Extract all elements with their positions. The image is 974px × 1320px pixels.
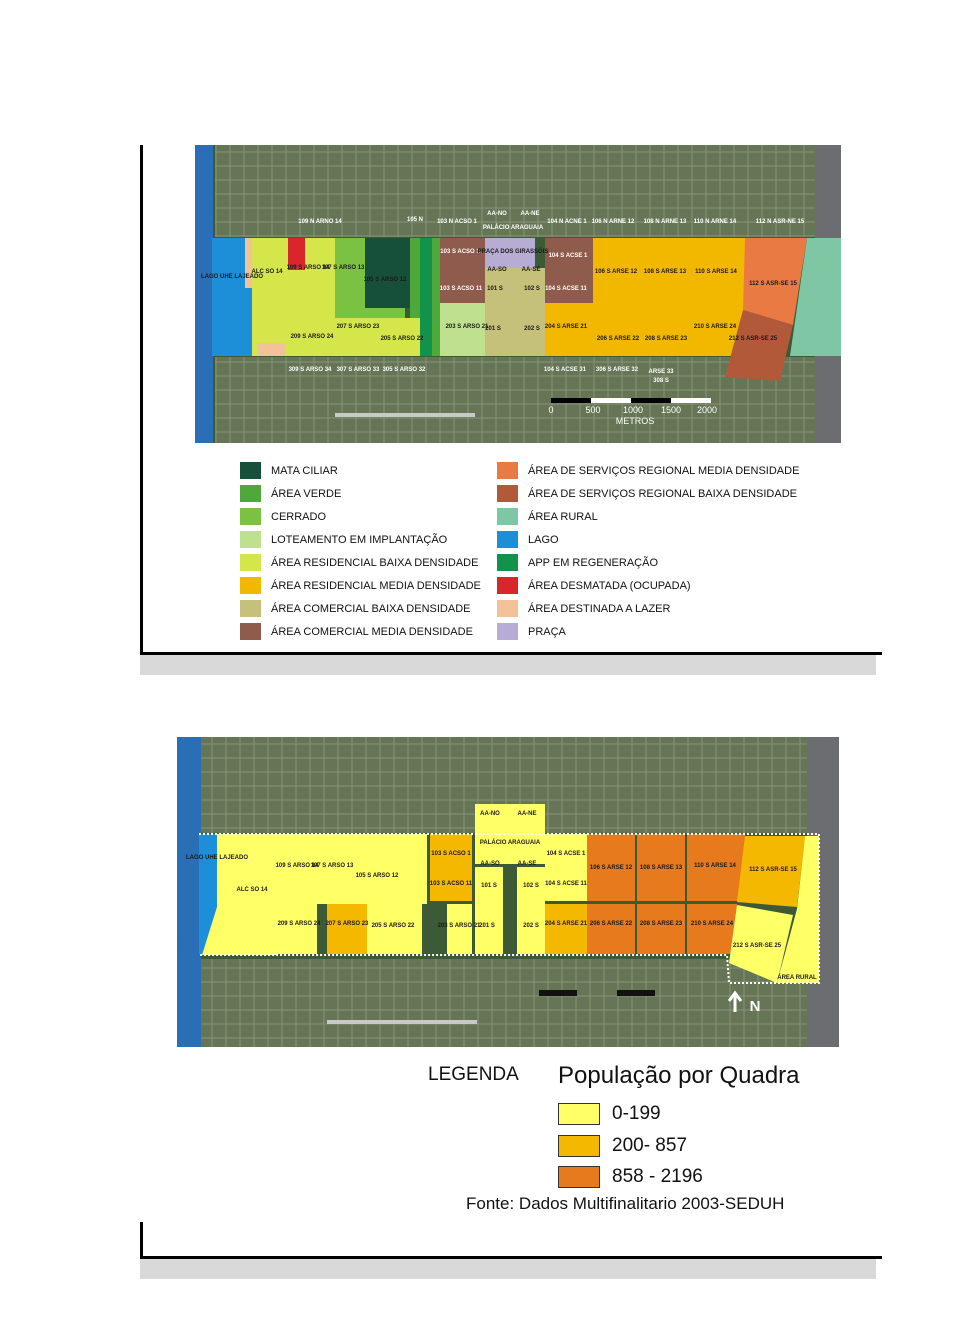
- legend-area-verde: ÁREA VERDE: [240, 485, 341, 502]
- lbl2-202s: 202 S: [523, 923, 539, 929]
- legend-rural: ÁREA RURAL: [497, 508, 598, 525]
- lbl2-208s: 208 S ARSE 23: [639, 921, 683, 927]
- lbl-305s: 305 S ARSO 32: [382, 367, 426, 373]
- lbl2-207s: 207 S ARSO 23: [325, 921, 369, 927]
- source-note: Fonte: Dados Multifinalitario 2003-SEDUH: [466, 1194, 785, 1213]
- scale-bar-2a: [539, 990, 577, 996]
- pop-207s: [327, 904, 367, 954]
- zoning-legend: [240, 462, 840, 647]
- lbl-praca: PRAÇA DOS GIRASSÓIS: [477, 249, 549, 255]
- legend-swatch: [497, 462, 518, 479]
- scale-tick-1500: 1500: [660, 405, 682, 415]
- lbl2-lago: LAGO UHE LAJEADO: [185, 855, 249, 861]
- lbl-108n: 108 N ARNE 13: [643, 219, 687, 225]
- lbl-208s: 208 S ARSE 23: [644, 336, 688, 342]
- lbl-104n: 104 N ACNE 1: [547, 219, 587, 225]
- pop-210s: [687, 904, 737, 954]
- lbl2-206s: 206 S ARSE 22: [589, 921, 633, 927]
- legend-swatch: [497, 485, 518, 502]
- pop-203s: [447, 904, 472, 954]
- lbl-108s: 108 S ARSE 13: [643, 269, 687, 275]
- lbl-106s: 106 S ARSE 12: [594, 269, 638, 275]
- lbl-aase: AA-SE: [521, 267, 541, 273]
- legend-com-media: ÁREA COMERCIAL MEDIA DENSIDADE: [240, 623, 473, 640]
- scale-bar-2b: [617, 990, 655, 996]
- zoning-map: [195, 145, 841, 443]
- lbl-aane: AA-NE: [520, 211, 540, 217]
- lbl-alc: ALC SO 14: [251, 269, 283, 275]
- lbl2-rural: ÁREA RURAL: [777, 975, 817, 981]
- population-map: [177, 737, 839, 1047]
- lbl2-210s: 210 S ARSE 24: [690, 921, 734, 927]
- pop-204s: [545, 904, 587, 954]
- lbl-102s: 102 S: [524, 286, 540, 292]
- lbl-110s: 110 S ARSE 14: [695, 269, 737, 275]
- lbl2-209s: 209 S ARSO 24: [277, 921, 321, 927]
- legend-swatch: [240, 462, 261, 479]
- lbl2-104s: 104 S ACSE 1: [546, 851, 586, 857]
- lbl2-204s: 204 S ARSE 21: [544, 921, 588, 927]
- airstrip: [327, 1020, 477, 1024]
- lbl-106n: 106 N ARNE 12: [591, 219, 635, 225]
- legend-res-media: ÁREA RESIDENCIAL MEDIA DENSIDADE: [240, 577, 481, 594]
- scale-tick-2000: 2000: [696, 405, 718, 415]
- legend-swatch: [497, 508, 518, 525]
- lake-bg: [195, 145, 213, 443]
- lbl-104s11: 104 S ACSE 11: [545, 286, 587, 292]
- lake-bg: [177, 737, 201, 1047]
- lbl-309s: 309 S ARSO 34: [288, 367, 332, 373]
- legend-swatch: [240, 577, 261, 594]
- legend-class-mid: 200- 857: [558, 1135, 687, 1157]
- lbl2-112s: 112 S ASR-SE 15: [749, 867, 797, 873]
- legend-swatch: [558, 1103, 600, 1125]
- lbl2-101s: 101 S: [481, 883, 497, 889]
- legend-swatch: [240, 485, 261, 502]
- frame1-left-line: [140, 145, 143, 655]
- frame2-left-line: [140, 1222, 143, 1259]
- lbl2-aane: AA-NE: [517, 811, 537, 817]
- lbl-112s: 112 S ASR-SE 15: [749, 281, 797, 287]
- lbl2-103s11: 103 S ACSO 11: [429, 881, 473, 887]
- frame2-gray-band: [140, 1259, 876, 1279]
- legend-cerrado: CERRADO: [240, 508, 326, 525]
- legend-desmatada: ÁREA DESMATADA (OCUPADA): [497, 577, 691, 594]
- lbl2-104s11: 104 S ACSE 11: [545, 881, 587, 887]
- zone-leisure-2: [257, 343, 285, 356]
- legend-heading: LEGENDA: [428, 1064, 519, 1085]
- pop-102s: [517, 867, 545, 954]
- lbl2-aase: AA-SE: [517, 861, 537, 867]
- zone-low-res-west: [252, 238, 288, 356]
- lbl2-palacio: PALÁCIO ARAGUAIA: [479, 840, 541, 846]
- lbl-307s: 307 S ARSO 33: [336, 367, 380, 373]
- lbl2-212s: 212 S ASR-SE 25: [732, 943, 782, 949]
- legend-res-baixa: ÁREA RESIDENCIAL BAIXA DENSIDADE: [240, 554, 478, 571]
- lbl-204s: 204 S ARSE 21: [544, 324, 588, 330]
- lbl-210s: 210 S ARSE 24: [693, 324, 737, 330]
- pop-109s: [277, 834, 317, 954]
- legend-swatch: [240, 623, 261, 640]
- population-map-svg: [177, 737, 839, 1047]
- pop-208s: [637, 904, 685, 954]
- lbl2-aaso: AA-SO: [480, 861, 500, 867]
- legend-swatch: [240, 600, 261, 617]
- legend-com-baixa: ÁREA COMERCIAL BAIXA DENSIDADE: [240, 600, 470, 617]
- lbl-107s: 107 S ARSO 13: [321, 265, 365, 271]
- legend-swatch: [558, 1166, 600, 1188]
- lbl-109s: 109 S ARSO 14: [286, 265, 330, 271]
- lbl-lago: LAGO UHE LAJEADO: [200, 274, 264, 280]
- zone-com-low: [485, 268, 545, 356]
- pop-105s: [347, 834, 427, 904]
- lbl-304s: 104 S ACSE 31: [543, 367, 587, 373]
- lbl2-110s: 110 S ARSE 14: [694, 863, 736, 869]
- lbl2-106s: 106 S ARSE 12: [589, 865, 633, 871]
- lbl-202s: 202 S: [524, 326, 540, 332]
- legend-app: APP EM REGENERAÇÃO: [497, 554, 658, 571]
- legend-class-low: 0-199: [558, 1103, 661, 1125]
- lbl2-103s: 103 S ACSO 1: [431, 851, 471, 857]
- lbl-aaso: AA-SO: [487, 267, 507, 273]
- lbl-101s: 101 S: [487, 286, 503, 292]
- lbl2-105s: 105 S ARSO 12: [355, 873, 399, 879]
- lbl-104s: 104 S ACSE 1: [548, 253, 588, 259]
- legend-swatch: [240, 508, 261, 525]
- lbl-103s11: 103 S ACSO 11: [439, 286, 483, 292]
- legend-swatch: [497, 623, 518, 640]
- legend-swatch: [497, 577, 518, 594]
- svg-text:N: N: [749, 998, 761, 1015]
- legend-serv-media: ÁREA DE SERVIÇOS REGIONAL MEDIA DENSIDADE: [497, 462, 799, 479]
- scale-unit: METROS: [615, 416, 655, 426]
- lbl-205s: 205 S ARSO 22: [380, 336, 424, 342]
- lbl-aano: AA-NO: [487, 211, 507, 217]
- lbl2-107s: 107 S ARSO 13: [310, 863, 354, 869]
- legend-swatch: [497, 600, 518, 617]
- legend-swatch: [240, 531, 261, 548]
- lbl2-aano: AA-NO: [480, 811, 500, 817]
- legend-praca: PRAÇA: [497, 623, 566, 640]
- scale-tick-0: 0: [548, 405, 554, 415]
- lbl-110n: 110 N ARNE 14: [693, 219, 737, 225]
- lbl2-205s: 205 S ARSO 22: [371, 923, 415, 929]
- lbl-206s: 206 S ARSE 22: [596, 336, 640, 342]
- zone-mata: [365, 238, 410, 308]
- airstrip: [335, 413, 475, 417]
- pop-205s: [367, 904, 422, 954]
- scale-tick-500: 500: [585, 405, 601, 415]
- lbl-209s: 209 S ARSO 24: [290, 334, 334, 340]
- legend-swatch: [240, 554, 261, 571]
- legend-serv-baixa: ÁREA DE SERVIÇOS REGIONAL BAIXA DENSIDADE: [497, 485, 797, 502]
- zoning-map-svg: [195, 145, 841, 443]
- legend-swatch: [497, 531, 518, 548]
- lbl-207s: 207 S ARSO 23: [336, 324, 380, 330]
- zone-com-med-103: [440, 238, 485, 303]
- scale-tick-1000: 1000: [622, 405, 644, 415]
- lbl-203s: 203 S ARSO 21: [445, 324, 489, 330]
- lbl-308s: 308 S: [653, 378, 669, 384]
- pop-101s: [475, 867, 503, 954]
- lbl-109n: 109 N ARNO 14: [298, 219, 342, 225]
- lbl-arse33: ARSE 33: [648, 369, 674, 375]
- lbl2-102s: 102 S: [523, 883, 539, 889]
- lbl2-alc: ALC SO 14: [236, 887, 268, 893]
- lbl-palacio: PALÁCIO ARAGUAIA: [482, 225, 544, 231]
- lbl-105s: 105 S ARSO 12: [363, 277, 407, 283]
- urban-south: [197, 959, 807, 1047]
- lbl2-201s: 201 S: [479, 923, 495, 929]
- lbl-103s: 103 S ACSO 1: [440, 249, 480, 255]
- legend-lazer: ÁREA DESTINADA A LAZER: [497, 600, 670, 617]
- legend-title: População por Quadra: [558, 1062, 800, 1089]
- lbl-306s: 306 S ARSE 32: [595, 367, 639, 373]
- pop-107s: [317, 834, 347, 904]
- legend-loteamento: LOTEAMENTO EM IMPLANTAÇÃO: [240, 531, 447, 548]
- lbl2-109s: 109 S ARSO 14: [275, 863, 319, 869]
- zone-com-med-104b: [545, 238, 593, 303]
- lbl-212s: 212 S ASR-SE 25: [728, 336, 778, 342]
- frame1-gray-band: [140, 655, 876, 675]
- lbl-112n: 112 N ASR-NE 15: [755, 219, 805, 225]
- pop-206s: [587, 904, 635, 954]
- legend-lago: LAGO: [497, 531, 559, 548]
- legend-class-high: 858 - 2196: [558, 1166, 703, 1188]
- lbl-105n: 105 N: [406, 217, 424, 223]
- lbl-103n: 103 N ACSO 1: [437, 219, 477, 225]
- legend-mata-ciliar: MATA CILIAR: [240, 462, 338, 479]
- lbl2-108s: 108 S ARSE 13: [639, 865, 683, 871]
- lbl-201s: 201 S: [485, 326, 501, 332]
- lbl2-203s: 203 S ARSO 21: [437, 923, 481, 929]
- legend-swatch: [497, 554, 518, 571]
- legend-swatch: [558, 1135, 600, 1157]
